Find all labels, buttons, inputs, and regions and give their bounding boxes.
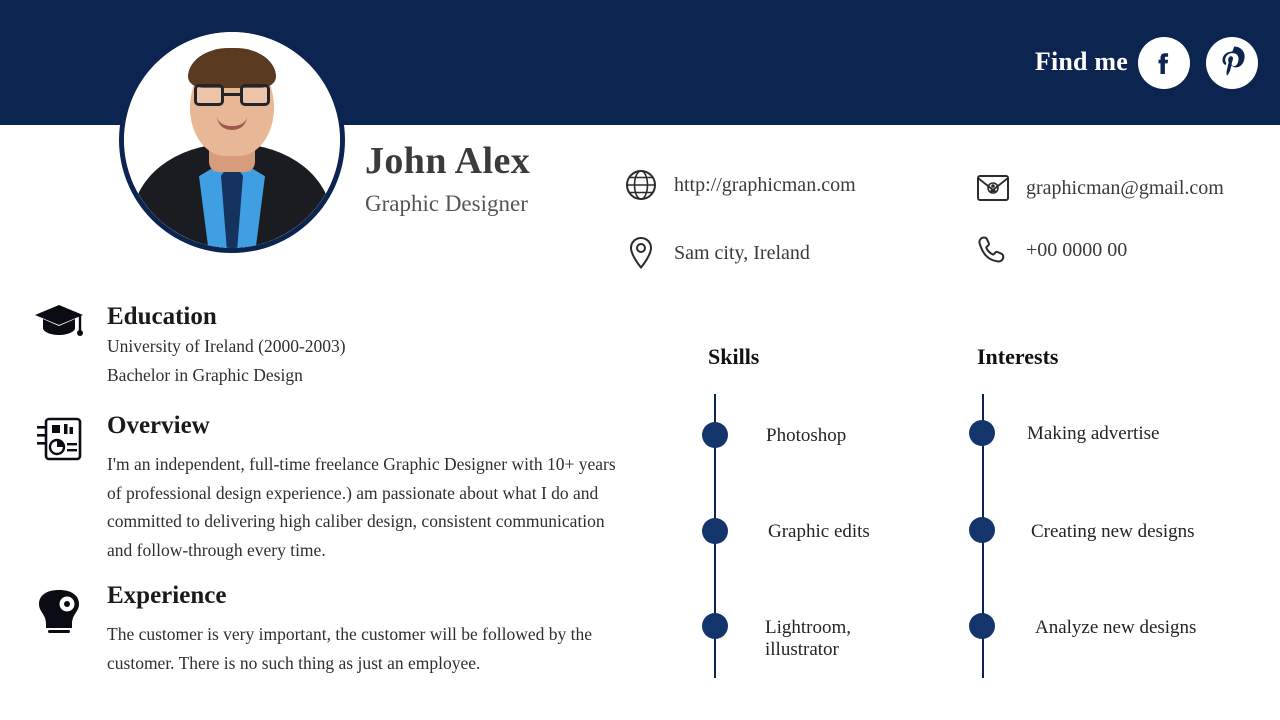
- interests-dot-1: [969, 420, 995, 446]
- skills-dot-1: [702, 422, 728, 448]
- education-title: Education: [107, 303, 217, 330]
- job-title: Graphic Designer: [365, 191, 528, 216]
- avatar: [119, 27, 345, 253]
- contact-location: [622, 234, 810, 272]
- skills-item-2: Graphic edits: [768, 521, 870, 542]
- website-text: http://graphicman.com: [674, 173, 856, 196]
- contact-website[interactable]: [622, 166, 856, 204]
- interests-item-3: Analyze new designs: [1035, 617, 1197, 638]
- education-line-2: Bachelor in Graphic Design: [107, 364, 303, 385]
- contact-email[interactable]: [974, 169, 1224, 207]
- skills-item-3: Lightroom, illustrator: [765, 617, 852, 660]
- location-pin-icon: [622, 234, 660, 272]
- interests-dot-3: [969, 613, 995, 639]
- experience-title: Experience: [107, 582, 227, 609]
- interests-item-2: Creating new designs: [1031, 521, 1195, 542]
- experience-icon: [33, 585, 85, 637]
- interests-item-1: Making advertise: [1027, 423, 1160, 444]
- phone-icon: [974, 231, 1012, 269]
- skills-dot-2: [702, 518, 728, 544]
- contact-phone[interactable]: [974, 231, 1127, 269]
- interests-title: Interests: [977, 344, 1059, 369]
- facebook-button[interactable]: [1138, 37, 1190, 89]
- overview-icon: [33, 413, 85, 465]
- email-text: graphicman@gmail.com: [1026, 176, 1224, 199]
- skills-item-1: Photoshop: [766, 425, 847, 446]
- interests-dot-2: [969, 517, 995, 543]
- page-title: John Alex: [365, 140, 531, 182]
- facebook-icon: [1143, 42, 1185, 84]
- overview-title: Overview: [107, 412, 210, 439]
- pinterest-button[interactable]: [1206, 37, 1258, 89]
- phone-text: +00 0000 00: [1026, 238, 1128, 261]
- find-me-label: Find me: [1034, 47, 1128, 76]
- education-body: [107, 332, 647, 389]
- education-line-1: University of Ireland (2000-2003): [107, 336, 346, 356]
- pinterest-icon: [1211, 42, 1253, 84]
- skills-dot-3: [702, 613, 728, 639]
- globe-icon: [622, 166, 660, 204]
- email-icon: [974, 169, 1012, 207]
- experience-body: The customer is very important, the customer will be followed by the customer. There is no such thing as just an employee.: [107, 624, 593, 673]
- skills-title: Skills: [708, 344, 760, 369]
- avatar-photo: [124, 32, 340, 248]
- location-text: Sam city, Ireland: [674, 241, 810, 264]
- overview-body: I'm an independent, full-time freelance Graphic Designer with 10+ years of professional design experience.) am passionate about what I do and committed to delivering high caliber design, consistent communication and follow-through every time.: [107, 454, 616, 560]
- education-icon: [33, 295, 85, 347]
